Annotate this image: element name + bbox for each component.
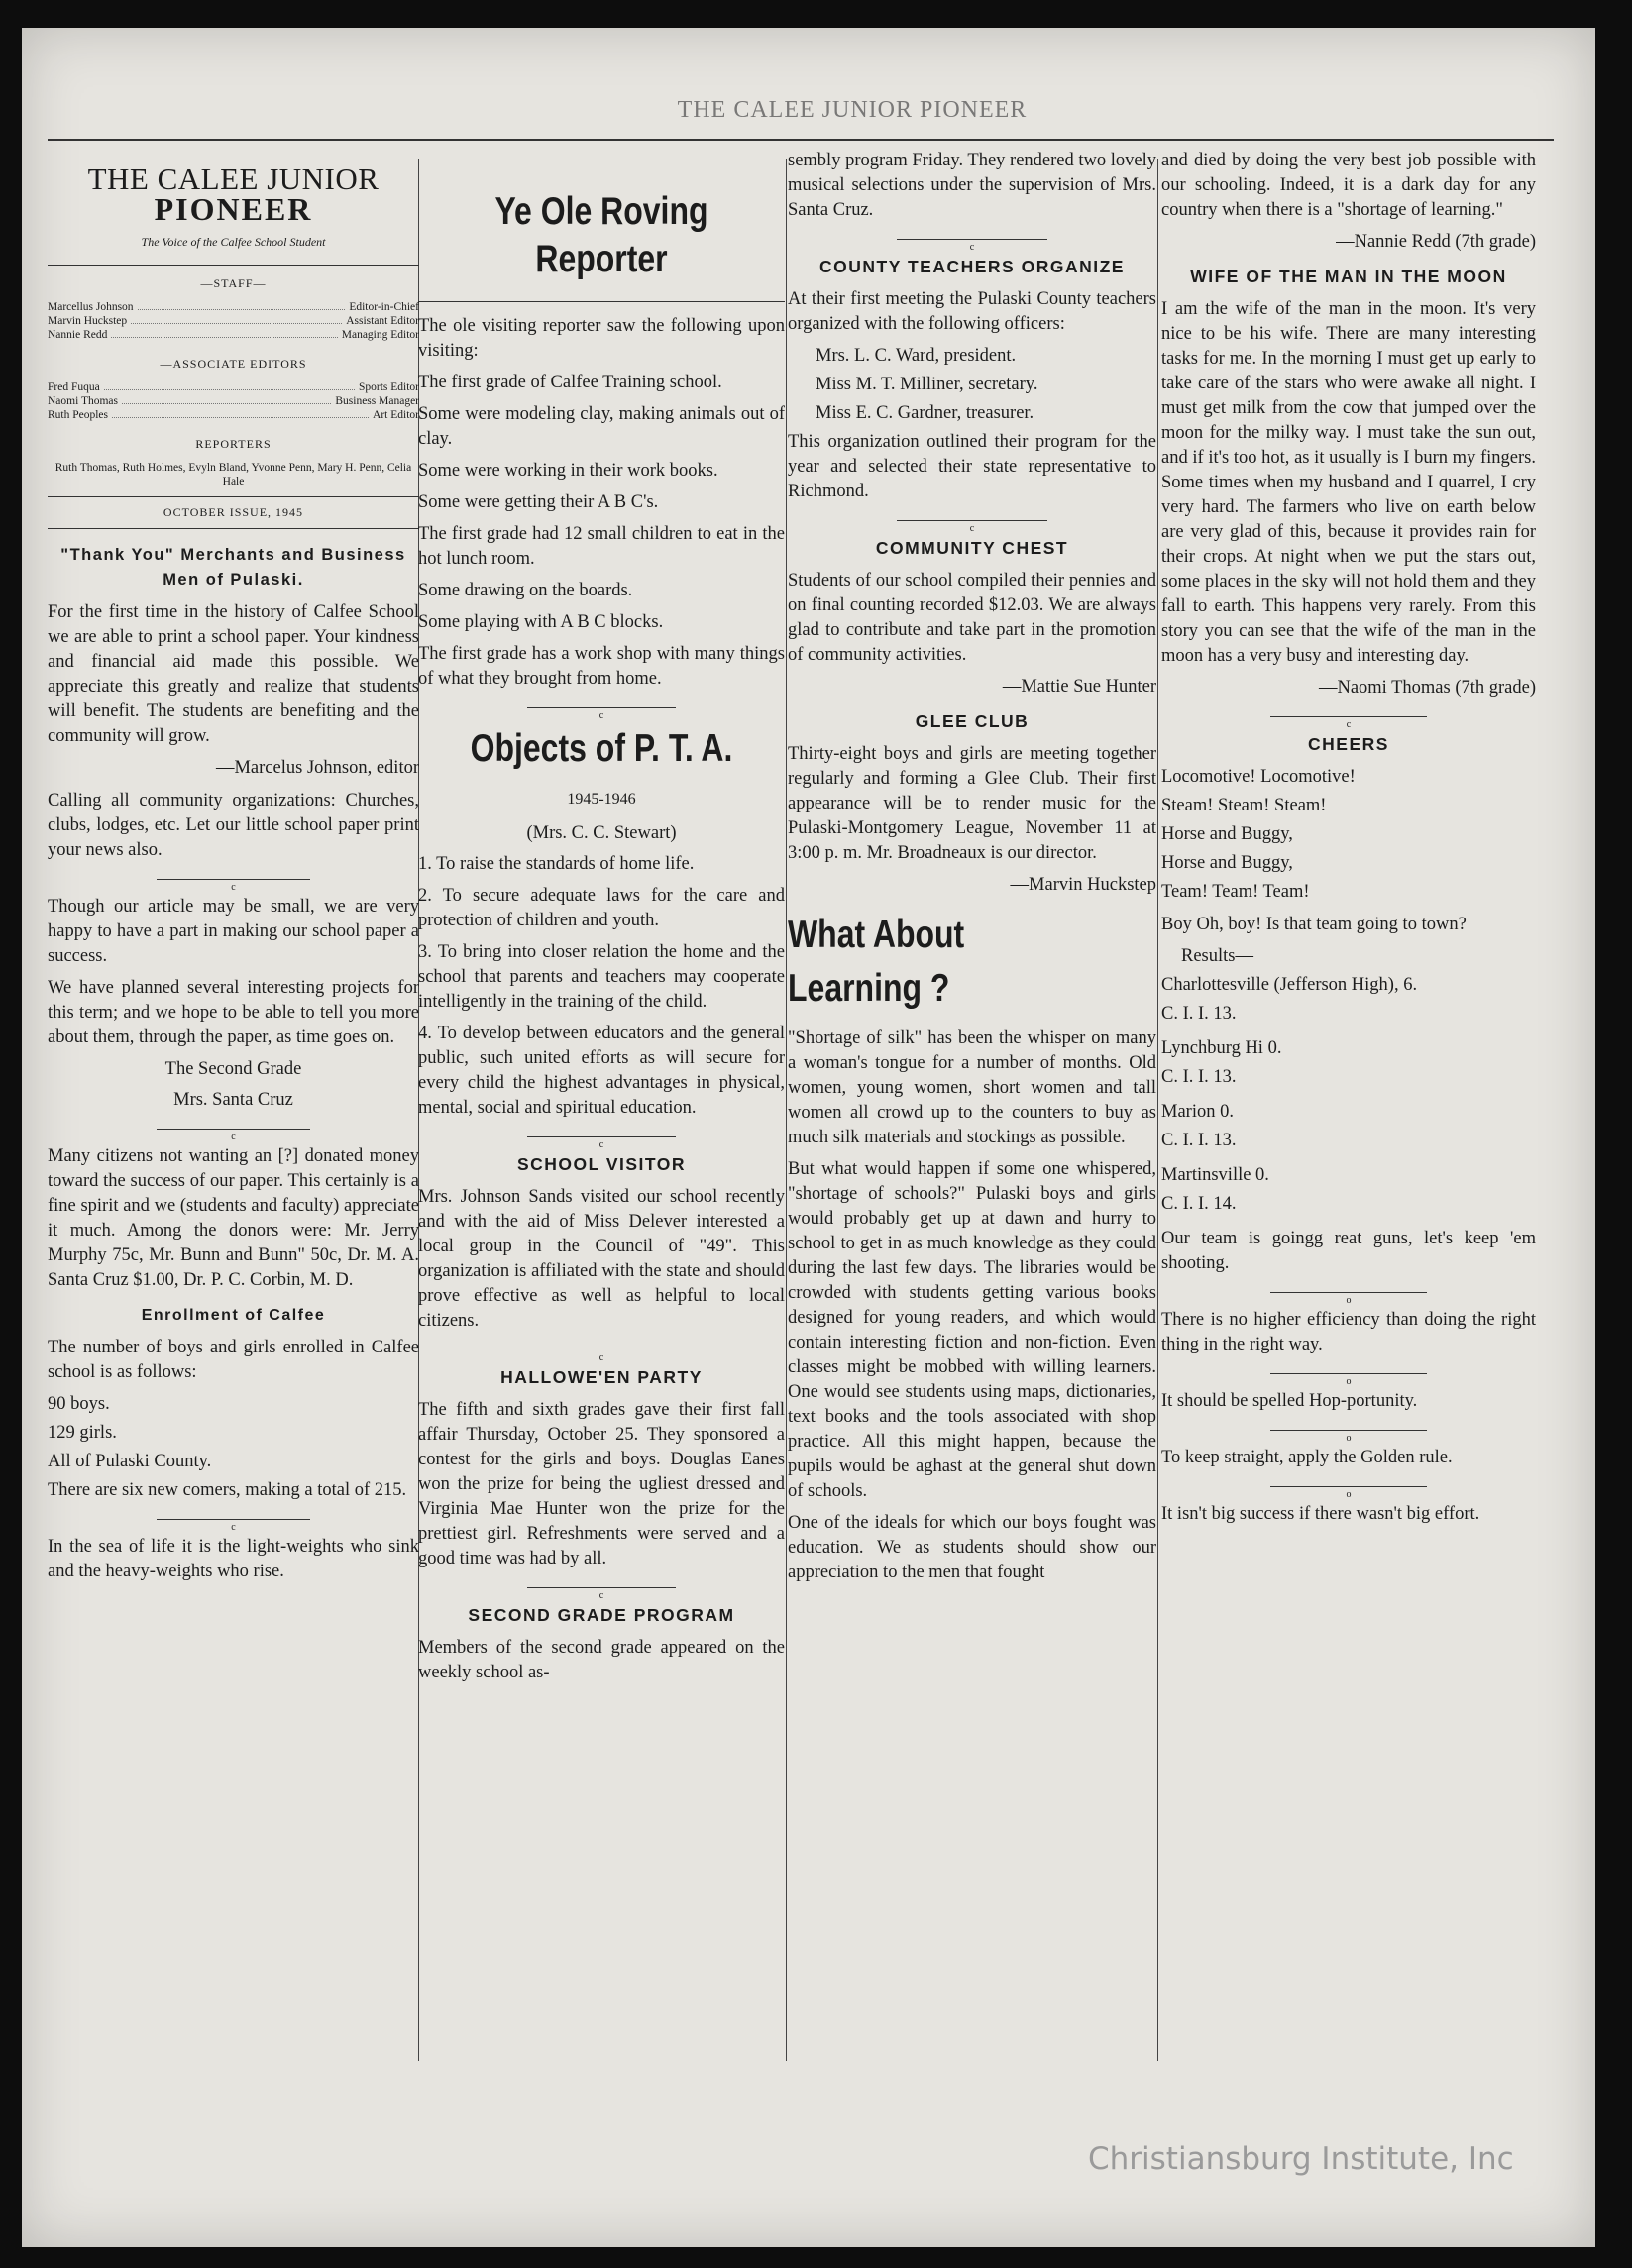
divider: c	[48, 873, 419, 885]
thanks-body: For the first time in the history of Calfee School we are able to print a school paper. Your kindness and financial aid made this possible. We appreciate this greatly and realize that students will benefit. The students are benefiting and the community will grow.	[48, 602, 419, 746]
filler-golden-rule: To keep straight, apply the Golden rule.	[1161, 1448, 1453, 1467]
associate-row: Naomi Thomas Business Manager	[48, 395, 419, 407]
filler-efficiency: There is no higher efficiency than doing the right thing in the right way.	[1161, 1310, 1536, 1354]
wife-of-man-in-moon-title: WIFE OF THE MAN IN THE MOON	[1190, 267, 1507, 286]
calling-organizations: Calling all community organizations: Churches, clubs, lodges, etc. Let our little school paper print your news also.	[48, 791, 419, 860]
reporters-list: Ruth Thomas, Ruth Holmes, Evyln Bland, Yvonne Penn, Mary H. Penn, Celia Hale	[54, 462, 412, 487]
associate-row: Ruth Peoples Art Editor	[48, 409, 419, 421]
cheer-line: Team! Team! Team!	[1161, 882, 1310, 902]
planned-projects: We have planned several interesting projects for this term; and we hope to be able to tell you more about them, through the paper, as time goes on.	[48, 978, 419, 1047]
teacher-signature: Mrs. Santa Cruz	[173, 1090, 293, 1110]
staff-label: —STAFF—	[200, 276, 267, 290]
pta-author: (Mrs. C. C. Stewart)	[526, 823, 677, 843]
small-article: Though our article may be small, we are very happy to have a part in making our school paper a success.	[48, 897, 419, 966]
learning-title-1: What About	[788, 914, 965, 956]
game-result: Martinsville 0.	[1161, 1165, 1269, 1185]
reporters-label: REPORTERS	[195, 437, 272, 451]
divider: o	[1161, 1367, 1536, 1379]
column-rule	[1157, 159, 1158, 2061]
running-head: THE CALEE JUNIOR PIONEER	[677, 97, 1028, 123]
staff-row: Nannie Redd Managing Editor	[48, 329, 419, 341]
cheers-title: CHEERS	[1308, 734, 1389, 754]
officer: Miss M. T. Milliner, secretary.	[816, 375, 1038, 394]
officer: Miss E. C. Gardner, treasurer.	[816, 403, 1034, 423]
divider: c	[48, 1513, 419, 1525]
pta-object: 3. To bring into closer relation the home and the school that parents and teachers may cooperate intelligently in the training of the child.	[418, 942, 785, 1012]
boy-oh-boy: Boy Oh, boy! Is that team going to town?	[1161, 915, 1467, 934]
second-grade-signature: The Second Grade	[164, 1059, 302, 1079]
wife-of-man-in-moon-signature: —Naomi Thomas (7th grade)	[1318, 678, 1536, 698]
learning-title-2: Learning ?	[788, 967, 950, 1010]
reporter-item: Some drawing on the boards.	[418, 581, 633, 600]
pta-years: 1945-1946	[567, 791, 636, 808]
masthead-rule	[48, 265, 419, 266]
visitor-title: SCHOOL VISITOR	[516, 1154, 687, 1174]
visitor-body: Mrs. Johnson Sands visited our school recently and with the aid of Miss Delever interested a local group in the Council of "49". This organization is affiliated with the state and should prove effective as well as helpful to local citizens.	[418, 1187, 785, 1331]
staff-row: Marvin Huckstep Assistant Editor	[48, 315, 419, 327]
divider: c	[418, 1131, 785, 1142]
game-result: Lynchburg Hi 0.	[1161, 1038, 1282, 1058]
reporter-intro: The ole visiting reporter saw the following upon visiting:	[418, 316, 785, 361]
county-teachers-title: COUNTY TEACHERS ORGANIZE	[819, 257, 1125, 276]
reporter-item: The first grade of Calfee Training school.	[418, 373, 722, 392]
staff-row: Marcellus Johnson Editor-in-Chief	[48, 301, 419, 313]
glee-club-signature: —Marvin Huckstep	[1010, 875, 1156, 895]
reporter-item: The first grade has a work shop with many things of what they brought from home.	[418, 644, 785, 689]
divider: o	[1161, 1286, 1536, 1298]
enrollment-intro: The number of boys and girls enrolled in Calfee school is as follows:	[48, 1338, 419, 1382]
newcomers-note: There are six new comers, making a total of 215.	[48, 1480, 407, 1500]
divider: o	[1161, 1424, 1536, 1436]
top-rule	[48, 139, 1554, 141]
divider: c	[1161, 710, 1536, 722]
learning-signature: —Nannie Redd (7th grade)	[1336, 232, 1536, 252]
boys-count: 90 boys.	[48, 1394, 110, 1414]
masthead-motto: The Voice of the Calfee School Student	[141, 235, 326, 249]
divider: c	[788, 514, 1156, 526]
pta-object: 2. To secure adequate laws for the care and protection of children and youth.	[418, 886, 785, 930]
county-teachers-intro: At their first meeting the Pulaski County teachers organized with the following officers:	[788, 289, 1156, 334]
cheer-line: Steam! Steam! Steam!	[1161, 796, 1327, 815]
pta-object: 1. To raise the standards of home life.	[418, 854, 695, 874]
learning-paragraph: "Shortage of silk" has been the whisper on many a woman's tongue for a number of months. Old women, young women, short women and tall women all crowd up to the counters to buy as much silk materials and stockings as possible.	[788, 1028, 1156, 1147]
learning-paragraph: But what would happen if some one whispered, "shortage of schools?" Pulaski boys and girls would probably get up at dawn and hurry to school to get in as much knowledge as they could during the last few days. The libraries would be crowded with students getting various books designed for young readers, and which would contain interesting fiction and non-fiction. Even classes might be mobbed with willing learners. One would see students using maps, dictionaries, text books and the tools associated with shop practice. All this might happen, because the pupils would be aghast at the general shut down of schools.	[788, 1159, 1156, 1501]
archive-watermark: Christiansburg Institute, Inc	[1088, 2141, 1514, 2177]
filler-opportunity: It should be spelled Hop-portunity.	[1161, 1391, 1418, 1411]
second-grade-program-title: SECOND GRADE PROGRAM	[468, 1605, 735, 1625]
county-teachers-body: This organization outlined their program for the year and selected their state representative to Richmond.	[788, 432, 1156, 501]
divider: c	[788, 233, 1156, 245]
game-result: C. I. I. 13.	[1161, 1004, 1237, 1024]
halloween-title: HALLOWE'EN PARTY	[500, 1367, 703, 1387]
reporter-item: Some playing with A B C blocks.	[418, 612, 664, 632]
associate-row: Fred Fuqua Sports Editor	[48, 381, 419, 393]
masthead-line1: THE CALEE JUNIOR	[87, 162, 380, 196]
divider: c	[418, 1581, 785, 1593]
column-2	[418, 149, 785, 2066]
learning-paragraph: One of the ideals for which our boys fought was education. We as students should show our appreciation to the men that fought	[788, 1513, 1156, 1582]
halloween-body: The fifth and sixth grades gave their first fall affair Thursday, October 25. They sponsored a contest for the girls and boys. Douglas Eanes won the prize for being the ugliest dressed and Virginia Mae Hunter won the prize for the prettiest girl. Refreshments were served and a good time was had by all.	[418, 1400, 785, 1568]
cheer-line: Locomotive! Locomotive!	[1161, 767, 1356, 787]
learning-continued: and died by doing the very best job possible with our schooling. Indeed, it is a dark day for any country when there is a "shortage of learning."	[1161, 151, 1536, 220]
column-4	[1161, 149, 1536, 2066]
divider: c	[418, 1344, 785, 1355]
column-rule	[786, 159, 787, 2061]
second-grade-program-body: Members of the second grade appeared on the weekly school as-	[418, 1638, 785, 1682]
reporter-item: The first grade had 12 small children to eat in the hot lunch room.	[418, 524, 785, 569]
reporter-rule	[418, 301, 785, 302]
program-continued: sembly program Friday. They rendered two lovely musical selections under the supervision of Mrs. Santa Cruz.	[788, 151, 1156, 220]
divider: c	[48, 1123, 419, 1134]
enrollment-title: Enrollment of Calfee	[141, 1307, 326, 1324]
divider: o	[1161, 1480, 1536, 1492]
glee-club-title: GLEE CLUB	[915, 711, 1030, 731]
reporter-title: Ye Ole Roving Reporter	[494, 190, 708, 280]
cheer-line: Horse and Buggy,	[1161, 824, 1293, 844]
game-result: C. I. I. 14.	[1161, 1194, 1237, 1214]
reporter-item: Some were getting their A B C's.	[418, 492, 659, 512]
donors-article: Many citizens not wanting an [?] donated money toward the success of our paper. This certainly is a fine spirit and we (students and faculty) appreciate it much. Among the donors were: Mr. Jerry Murphy 75c, Mr. Bunn and Bunn" 50c, Dr. M. A. Santa Cruz $1.00, Dr. P. C. Corbin, M. D.	[48, 1146, 419, 1290]
reporter-item: Some were working in their work books.	[418, 461, 718, 481]
game-result: Marion 0.	[1161, 1102, 1234, 1122]
game-result: C. I. I. 13.	[1161, 1131, 1237, 1150]
filler-big-success: It isn't big success if there wasn't big effort.	[1161, 1504, 1480, 1524]
community-chest-signature: —Mattie Sue Hunter	[1002, 677, 1156, 697]
game-result: Charlottesville (Jefferson High), 6.	[1161, 975, 1418, 995]
glee-club-body: Thirty-eight boys and girls are meeting together regularly and forming a Glee Club. Their first appearance will be to render music for the Pulaski-Montgomery League, November 11 at 3:00 p. m. Mr. Broadneaux is our director.	[788, 744, 1156, 863]
game-result: C. I. I. 13.	[1161, 1067, 1237, 1087]
county-note: All of Pulaski County.	[48, 1452, 212, 1471]
column-1	[48, 149, 419, 2066]
reporter-item: Some were modeling clay, making animals out of clay.	[418, 404, 785, 449]
thanks-title: "Thank You" Merchants and Business Men of Pulaski.	[60, 546, 406, 589]
associates-label: —ASSOCIATE EDITORS	[160, 357, 307, 371]
officer: Mrs. L. C. Ward, president.	[816, 346, 1017, 366]
results-label: Results—	[1181, 946, 1253, 966]
pta-object: 4. To develop between educators and the general public, such united efforts as will secure for every child the highest advantages in physical, mental, social and spiritual education.	[418, 1024, 785, 1118]
issue-date: OCTOBER ISSUE, 1945	[48, 496, 419, 529]
divider: c	[418, 702, 785, 713]
sea-of-life: In the sea of life it is the light-weights who sink and the heavy-weights who rise.	[48, 1537, 419, 1581]
girls-count: 129 girls.	[48, 1423, 117, 1443]
column-3	[788, 149, 1156, 2066]
masthead-line2: PIONEER	[154, 191, 313, 227]
community-chest-body: Students of our school compiled their pennies and on final counting recorded $12.03. We are always glad to contribute and take part in the promotion of community activities.	[788, 571, 1156, 665]
cheer-line: Horse and Buggy,	[1161, 853, 1293, 873]
community-chest-title: COMMUNITY CHEST	[875, 538, 1069, 558]
pta-title: Objects of P. T. A.	[470, 727, 733, 770]
wife-of-man-in-moon-body: I am the wife of the man in the moon. It's very nice to be his wife. There are many interesting tasks for me. In the morning I must get up early to take care of the stars who were awake all night. I must get milk from the cow that jumped over the moon for the milky way. I must take the sun out, and if it's too hot, as it usually is I burn my fingers. Some times when my husband and I quarrel, I cry very hard. The farmers who live on earth below are very glad of this, because it provides rain for their crops. At night when we put the stars out, some places in the sky will not hold them and they fall to earth. This happens very rarely. From this story you can see that the wife of the man in the moon has a very busy and interesting day.	[1161, 299, 1536, 666]
team-note: Our team is goingg reat guns, let's keep 'em shooting.	[1161, 1229, 1536, 1273]
thanks-signature: —Marcelus Johnson, editor	[215, 758, 419, 778]
